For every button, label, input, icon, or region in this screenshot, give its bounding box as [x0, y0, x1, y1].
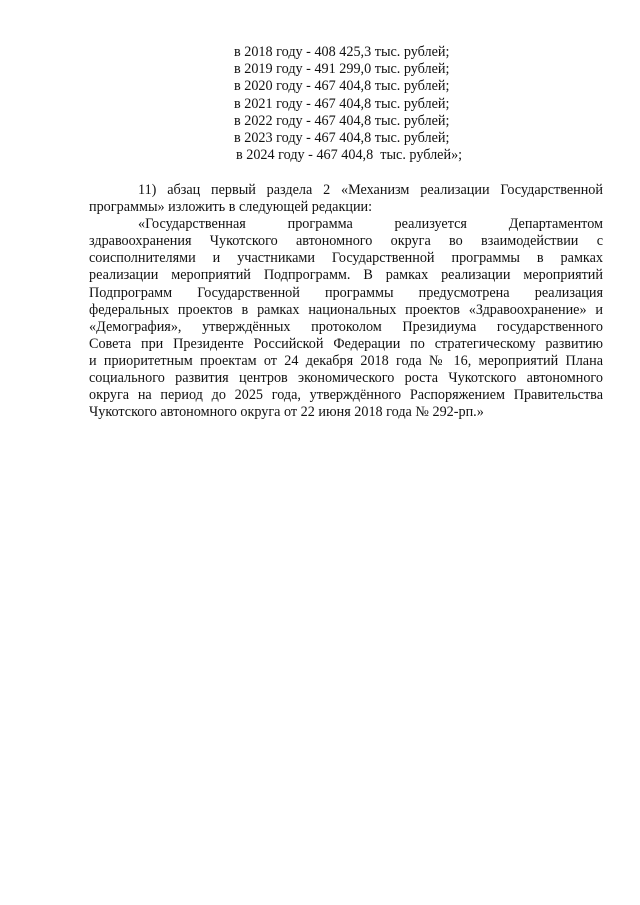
funding-amounts-list: [0, 44, 640, 164]
text-line: Подпрограмм Государственной программы предусмотрена реализация: [89, 284, 603, 301]
funding-amount-2019: в 2019 году - 491 299,0 тыс. рублей;: [234, 61, 450, 78]
text-line: соисполнителями и участниками Государственной программы в рамках: [89, 250, 603, 267]
text-line: 11) абзац первый раздела 2 «Механизм реализации Государственной: [138, 182, 603, 198]
funding-amount-2018: в 2018 году - 408 425,3 тыс. рублей;: [234, 44, 450, 60]
quoted-paragraph: [89, 216, 603, 421]
funding-amount-2022: в 2022 году - 467 404,8 тыс. рублей;: [234, 112, 450, 129]
funding-amount-2020: в 2020 году - 467 404,8 тыс. рублей;: [234, 78, 450, 95]
text-line: федеральных проектов в рамках национальных проектов «Здравоохранение» и: [89, 301, 603, 318]
text-line: социального развития центров экономического роста Чукотского автономного: [89, 370, 603, 387]
text-line: Совета при Президенте Российской Федерации по стратегическому развитию: [89, 335, 603, 352]
text-line: Чукотского автономного округа от 22 июня 2018 года № 292-рп.»: [89, 404, 484, 421]
funding-amount-2024: в 2024 году - 467 404,8 тыс. рублей»;: [236, 147, 463, 164]
text-line: реализации мероприятий Подпрограмм. В рамках реализации мероприятий: [89, 267, 603, 284]
text-line: и приоритетным проектам от 24 декабря 2018 года № 16, мероприятий Плана: [89, 352, 603, 369]
text-line: программы» изложить в следующей редакции:: [89, 199, 373, 216]
funding-amount-2021: в 2021 году - 467 404,8 тыс. рублей;: [234, 95, 450, 112]
text-line: здравоохранения Чукотского автономного округа во взаимодействии с: [89, 233, 603, 250]
paragraph-11: [89, 182, 603, 216]
funding-amount-2023: в 2023 году - 467 404,8 тыс. рублей;: [234, 130, 450, 147]
text-line: округа на период до 2025 года, утверждённого Распоряжением Правительства: [89, 387, 603, 404]
text-line: «Демография», утверждённых протоколом Президиума государственного: [89, 318, 603, 335]
body-text: [89, 182, 603, 421]
text-line: «Государственная программа реализуется Департаментом: [138, 216, 603, 233]
